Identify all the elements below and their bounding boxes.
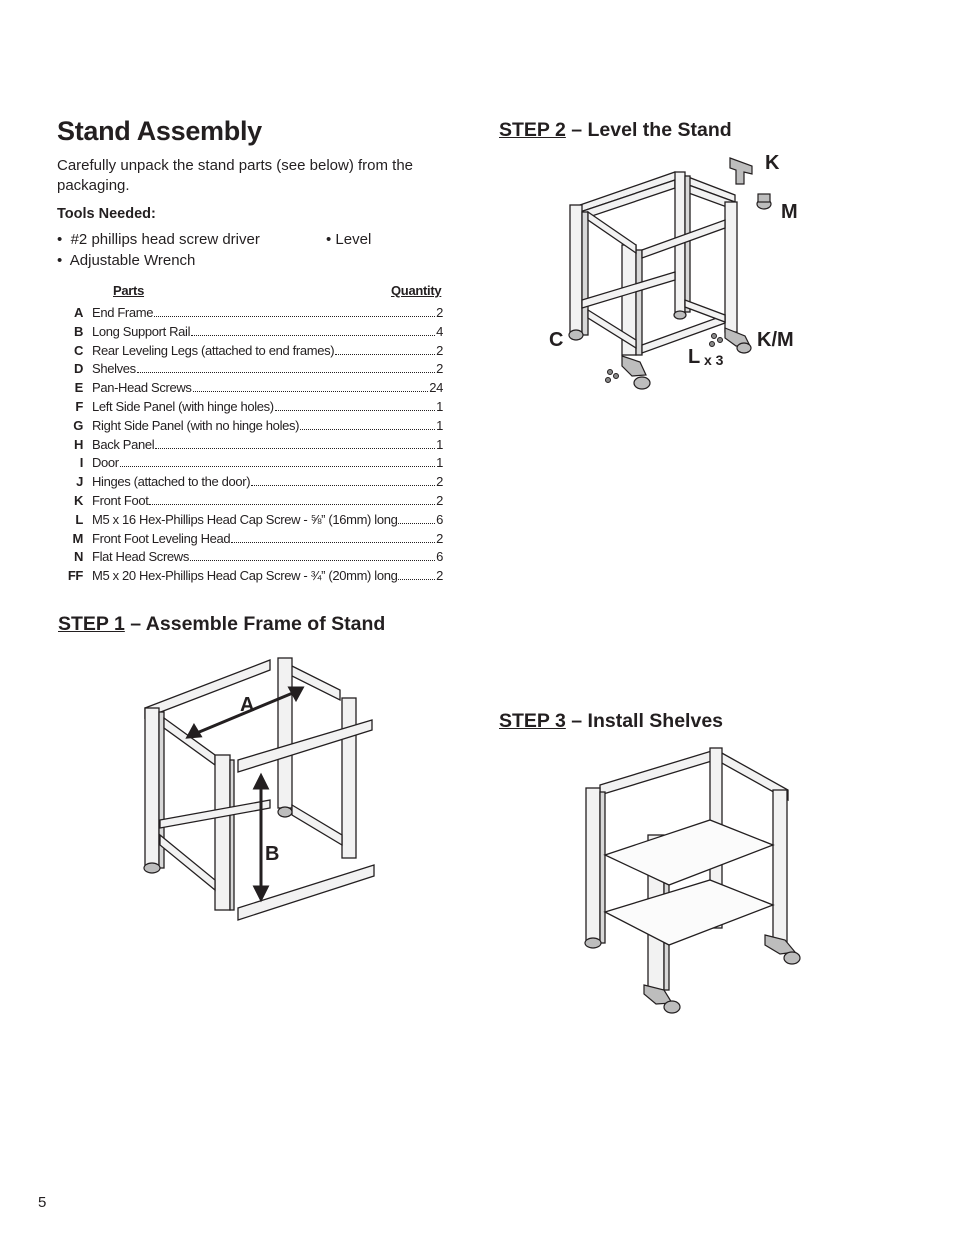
part-qty: 4 [436, 323, 443, 339]
step2-label: STEP 2 [499, 119, 566, 141]
part-row [57, 418, 443, 437]
part-letter: I [79, 455, 83, 471]
part-qty: 2 [436, 474, 443, 490]
part-qty: 2 [436, 530, 443, 546]
part-letter: E [74, 380, 83, 396]
page-number: 5 [38, 1194, 47, 1211]
tool-item-screwdriver: • #2 phillips head screw driver [57, 231, 260, 248]
part-desc: Shelves [92, 361, 136, 377]
step2-callout-c: C [549, 329, 564, 351]
step1-title: – Assemble Frame of Stand [124, 613, 386, 635]
part-row [57, 493, 443, 512]
part-desc: Right Side Panel (with no hinge holes) [92, 417, 300, 433]
part-qty: 1 [436, 417, 443, 433]
intro-text: Carefully unpack the stand parts (see below) from the packaging. [57, 157, 414, 194]
step1-callout-a: A [240, 694, 255, 716]
part-row [57, 531, 443, 550]
step1-heading [58, 613, 385, 636]
part-letter: G [73, 417, 83, 433]
part-row [57, 343, 443, 362]
part-qty: 1 [436, 455, 443, 471]
part-desc: Flat Head Screws [92, 549, 189, 565]
part-row [57, 549, 443, 568]
part-letter: C [73, 342, 83, 358]
part-desc: Rear Leveling Legs (attached to end frames) [92, 342, 335, 358]
part-letter: A [73, 305, 83, 320]
part-desc: Door [92, 455, 119, 471]
part-qty: 6 [436, 549, 443, 565]
part-letter: D [73, 361, 83, 377]
step2-heading [499, 119, 732, 142]
part-desc: M5 x 16 Hex-Phillips Head Cap Screw - ⅝” (16mm) long [92, 511, 398, 527]
parts-list [57, 305, 443, 587]
quantity-column-header: Quantity [391, 283, 442, 298]
part-qty: 2 [436, 492, 443, 508]
part-letter: H [73, 436, 83, 452]
part-desc: Hinges (attached to the door) [92, 474, 251, 490]
step1-label: STEP 1 [58, 613, 125, 635]
tools-heading: Tools Needed: [57, 206, 156, 222]
step1-assemble-frame-illustration [130, 650, 380, 925]
step1-callout-b: B [265, 843, 280, 865]
part-row [57, 568, 443, 587]
tool-label: Level [335, 231, 372, 248]
step2-level-stand-illustration [540, 150, 820, 395]
step2-callout-l: L [688, 346, 701, 368]
part-row [57, 380, 443, 399]
step3-install-shelves-illustration [580, 740, 810, 1015]
part-desc: Left Side Panel (with hinge holes) [92, 398, 274, 414]
part-qty: 6 [436, 511, 443, 527]
part-row [57, 324, 443, 343]
tool-label: Adjustable Wrench [69, 252, 196, 269]
part-qty: 1 [436, 398, 443, 414]
step3-title: – Install Shelves [565, 710, 724, 732]
part-qty: 2 [436, 361, 443, 377]
part-row [57, 305, 443, 324]
part-desc: Back Panel [92, 436, 155, 452]
page-title: Stand Assembly [57, 116, 262, 146]
part-qty: 1 [436, 436, 443, 452]
part-desc: Pan-Head Screws [92, 380, 192, 396]
part-letter: K [73, 492, 83, 508]
part-row [57, 361, 443, 380]
part-letter: B [73, 323, 83, 339]
part-desc: Front Foot Leveling Head [92, 530, 231, 546]
part-letter: F [75, 398, 83, 414]
part-letter: N [73, 549, 83, 565]
part-qty: 2 [436, 342, 443, 358]
part-desc: M5 x 20 Hex-Phillips Head Cap Screw - ¾” (20mm) long [92, 568, 398, 584]
part-desc: Front Foot [92, 492, 149, 508]
part-qty: 24 [429, 380, 443, 396]
part-row [57, 399, 443, 418]
part-desc: End Frame [92, 305, 154, 320]
step2-callout-m: M [781, 201, 798, 223]
step3-heading [499, 710, 723, 733]
part-letter: M [72, 530, 83, 546]
part-row [57, 512, 443, 531]
part-qty: 2 [436, 305, 443, 320]
step2-callout-k: K [765, 152, 780, 174]
tool-label: #2 phillips head screw driver [70, 231, 260, 248]
part-letter: L [75, 511, 83, 527]
step3-label: STEP 3 [499, 710, 566, 732]
part-letter: FF [67, 568, 83, 584]
step2-callout-lx3: x 3 [704, 352, 724, 368]
part-row [57, 455, 443, 474]
step2-callout-km: K/M [757, 329, 794, 351]
part-letter: J [76, 474, 83, 490]
part-desc: Long Support Rail [92, 323, 191, 339]
part-row [57, 437, 443, 456]
part-row [57, 474, 443, 493]
tool-item-wrench: • Adjustable Wrench [57, 252, 196, 269]
tool-item-level: • Level [326, 231, 372, 248]
part-qty: 2 [436, 568, 443, 584]
step2-title: – Level the Stand [565, 119, 732, 141]
parts-column-header: Parts [113, 283, 145, 298]
